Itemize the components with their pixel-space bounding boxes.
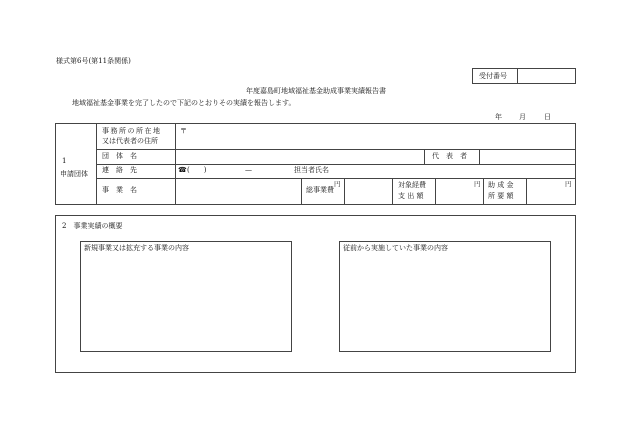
date-day: 日 xyxy=(544,113,551,121)
project-name-field[interactable] xyxy=(179,181,297,201)
col-divider-total xyxy=(301,178,302,204)
total-cost-label: 総事業費 xyxy=(306,186,334,194)
row-divider-1 xyxy=(96,149,575,150)
target-cost-label-line1: 対象経費 xyxy=(398,181,426,189)
phone-icon: ☎ xyxy=(178,166,187,174)
col-divider-grant xyxy=(483,178,484,204)
representative-label: 代 表 者 xyxy=(432,152,467,160)
representative-field[interactable] xyxy=(482,151,572,162)
org-name-field[interactable] xyxy=(179,151,421,162)
report-intro: 地域福祉基金事業を完了したので下記のとおりその実績を報告します。 xyxy=(72,99,296,107)
address-label-line2: 又は代表者の住所 xyxy=(102,137,158,145)
phone-area-code[interactable]: ( ) xyxy=(187,166,207,174)
org-name-label: 団 体 名 xyxy=(102,152,137,160)
existing-project-box[interactable] xyxy=(339,241,551,352)
receipt-number-box xyxy=(472,68,576,84)
project-name-label: 事 業 名 xyxy=(102,186,137,194)
address-label-line1: 事務所の所在地 xyxy=(102,127,162,135)
target-cost-field[interactable] xyxy=(438,187,480,199)
col-divider-target-value xyxy=(435,178,436,204)
target-cost-label-line2: 支 出 額 xyxy=(398,192,424,200)
total-cost-field[interactable] xyxy=(347,187,389,199)
report-title: 年度嘉島町地域福祉基金助成事業実績報告書 xyxy=(246,87,386,95)
col-divider-target xyxy=(392,178,393,204)
applicant-table xyxy=(55,123,576,205)
phone-dash: — xyxy=(245,166,252,174)
target-cost-yen: 円 xyxy=(474,180,481,188)
grant-field[interactable] xyxy=(529,187,571,199)
grant-label-line1: 助 成 金 xyxy=(488,181,514,189)
grant-label-line2: 所 要 額 xyxy=(488,192,514,200)
address-field[interactable] xyxy=(190,127,570,145)
summary-section xyxy=(55,215,576,373)
contact-person-field[interactable] xyxy=(336,165,572,176)
col-divider-rep-label xyxy=(424,149,425,164)
date-month: 月 xyxy=(519,113,526,121)
contact-person-label: 担当者氏名 xyxy=(294,166,329,174)
receipt-number-label: 受付番号 xyxy=(479,72,507,80)
new-project-label: 新規事業又は拡充する事業の内容 xyxy=(84,244,189,252)
new-project-box[interactable] xyxy=(80,241,292,352)
receipt-divider xyxy=(517,69,518,83)
form-number: 様式第6号(第11条関係) xyxy=(56,57,131,65)
postal-mark: 〒 xyxy=(180,127,187,135)
section-number: 1 xyxy=(62,157,67,165)
section-label: 申請団体 xyxy=(60,170,88,178)
grant-yen: 円 xyxy=(565,180,572,188)
row-divider-3 xyxy=(96,178,575,179)
col-divider-grant-value xyxy=(526,178,527,204)
total-cost-yen: 円 xyxy=(334,180,341,188)
receipt-number-field[interactable] xyxy=(521,73,573,81)
col-divider-rep-value xyxy=(479,149,480,164)
col-divider-total-value xyxy=(344,178,345,204)
existing-project-label: 従前から実施していた事業の内容 xyxy=(343,244,448,252)
date-year: 年 xyxy=(495,113,502,121)
contact-label: 連 絡 先 xyxy=(102,166,137,174)
summary-heading: 2 事業実績の概要 xyxy=(62,222,123,230)
